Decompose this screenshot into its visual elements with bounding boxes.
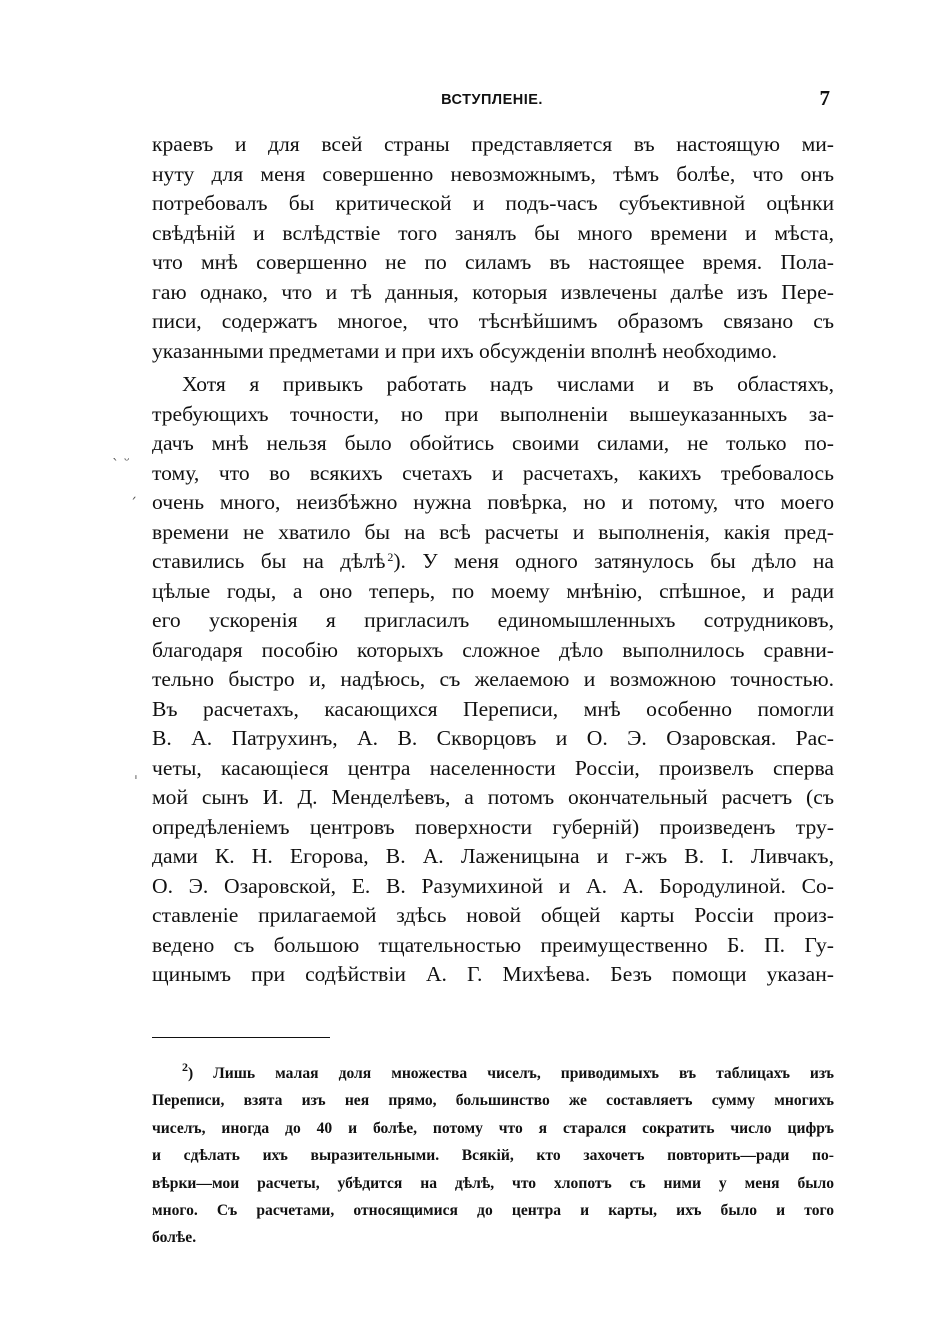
- text-line: что мнѣ совершенно не по силамъ въ настоящее время. Пола-: [152, 250, 834, 274]
- text-line: свѣдѣній и вслѣдствіе того занялъ бы много времени и мѣста,: [152, 220, 834, 245]
- footnote-line: болѣе.: [152, 1229, 197, 1247]
- text-line: четы, касающіеся центра населенности Россіи, произвелъ сперва: [152, 755, 834, 780]
- text-line: дами К. Н. Егорова, В. А. Лаженицына и г-жъ В. І. Ливчакъ,: [152, 844, 834, 868]
- text-line: В. А. Патрухинъ, А. В. Скворцовъ и О. Э. Озаровская. Рас-: [152, 726, 834, 750]
- text-line: Хотя я привыкъ работать надъ числами и въ областяхъ,: [182, 372, 834, 396]
- text-line: опредѣленіемъ центровъ поверхности губерній) произведенъ тру-: [152, 814, 834, 839]
- text-line: цѣлые годы, а оно теперь, по моему мнѣнію, спѣшное, и ради: [152, 578, 834, 603]
- footnote: [152, 1060, 834, 1252]
- footnote-reference[interactable]: 2: [387, 550, 394, 564]
- margin-mark: ᵕ: [124, 453, 130, 469]
- text-line: ставленіе прилагаемой здѣсь новой общей карты Россіи произ-: [152, 903, 834, 927]
- margin-mark: ˎ: [112, 445, 119, 461]
- text-line: щинымъ при содѣйствіи А. Г. Михѣева. Безъ помощи указан-: [152, 962, 834, 986]
- margin-mark: ˈ: [134, 774, 138, 790]
- text-line-with-footnote-ref: [152, 547, 834, 577]
- text-line: мой сынъ И. Д. Менделѣевъ, а потомъ окончательный расчетъ (съ: [152, 785, 834, 809]
- footnote-marker: 2: [182, 1060, 188, 1074]
- text-line: писи, содержатъ многое, что тѣснѣйшимъ образомъ связано съ: [152, 309, 834, 333]
- text-segment: ) Лишь малая доля множества чиселъ, приводимыхъ въ таблицахъ изъ: [188, 1065, 834, 1082]
- text-line: дачъ мнѣ нельзя было обойтись своими силами, не только по-: [152, 431, 834, 455]
- text-line: тельно быстро и, надѣюсь, съ желаемою и возможною точностью.: [152, 667, 834, 691]
- text-line: ведено съ большою тщательностью преимущественно Б. П. Гу-: [152, 932, 834, 957]
- text-line: указанными предметами и при ихъ обсужденіи вполнѣ необходимо.: [152, 338, 778, 363]
- text-line: очень много, неизбѣжно нужна повѣрка, но и потому, что моего: [152, 490, 834, 514]
- text-line: Въ расчетахъ, касающихся Переписи, мнѣ особенно помогли: [152, 696, 834, 721]
- running-title: ВСТУПЛЕНІЕ.: [441, 92, 543, 108]
- margin-mark: ˏ: [130, 484, 137, 500]
- footnote-line: много. Съ расчетами, относящимися до центра и карты, ихъ было и того: [152, 1201, 834, 1219]
- text-line: О. Э. Озаровской, Е. В. Разумихиной и А. А. Бородулиной. Со-: [152, 873, 834, 898]
- footnote-line: и сдѣлать ихъ выразительными. Всякій, кто захочетъ повторить—ради по-: [152, 1147, 834, 1165]
- body-text: [152, 130, 834, 990]
- footnote-line: вѣрки—мои расчеты, убѣдится на дѣлѣ, что хлопотъ съ ними у меня было: [152, 1174, 834, 1192]
- text-line: тому, что во всякихъ счетахъ и расчетахъ, какихъ требовалось: [152, 460, 834, 485]
- text-segment: ). У меня одного затянулось бы дѣло на: [393, 549, 834, 573]
- text-line: нуту для меня совершенно невозможнымъ, тѣмъ болѣе, что онъ: [152, 161, 834, 186]
- text-line: требующихъ точности, но при выполненіи вышеуказанныхъ за-: [152, 401, 834, 426]
- text-line: краевъ и для всей страны представляется въ настоящую ми-: [152, 132, 834, 156]
- text-segment: ставились бы на дѣлѣ: [152, 549, 386, 573]
- text-line: его ускоренія я пригласилъ единомышленныхъ сотрудниковъ,: [152, 608, 834, 632]
- footnote-divider: [152, 1037, 330, 1038]
- footnote-line: [152, 1060, 834, 1087]
- text-line: гаю однако, что и тѣ данныя, которыя извлечены далѣе изъ Пере-: [152, 279, 834, 304]
- text-line: времени не хватило бы на всѣ расчеты и выполненія, какія пред-: [152, 519, 834, 544]
- footnote-line: Переписи, взята изъ нея прямо, большинство же составляетъ сумму многихъ: [152, 1092, 834, 1110]
- page-number: 7: [819, 86, 830, 110]
- text-line: потребовалъ бы критической и подъ-часъ субъективной оцѣнки: [152, 191, 834, 215]
- text-line: благодаря пособію которыхъ сложное дѣло выполнилось сравни-: [152, 637, 834, 662]
- footnote-line: чиселъ, иногда до 40 и болѣе, потому что я старался сократить число цифръ: [152, 1119, 834, 1137]
- running-head: [150, 86, 834, 114]
